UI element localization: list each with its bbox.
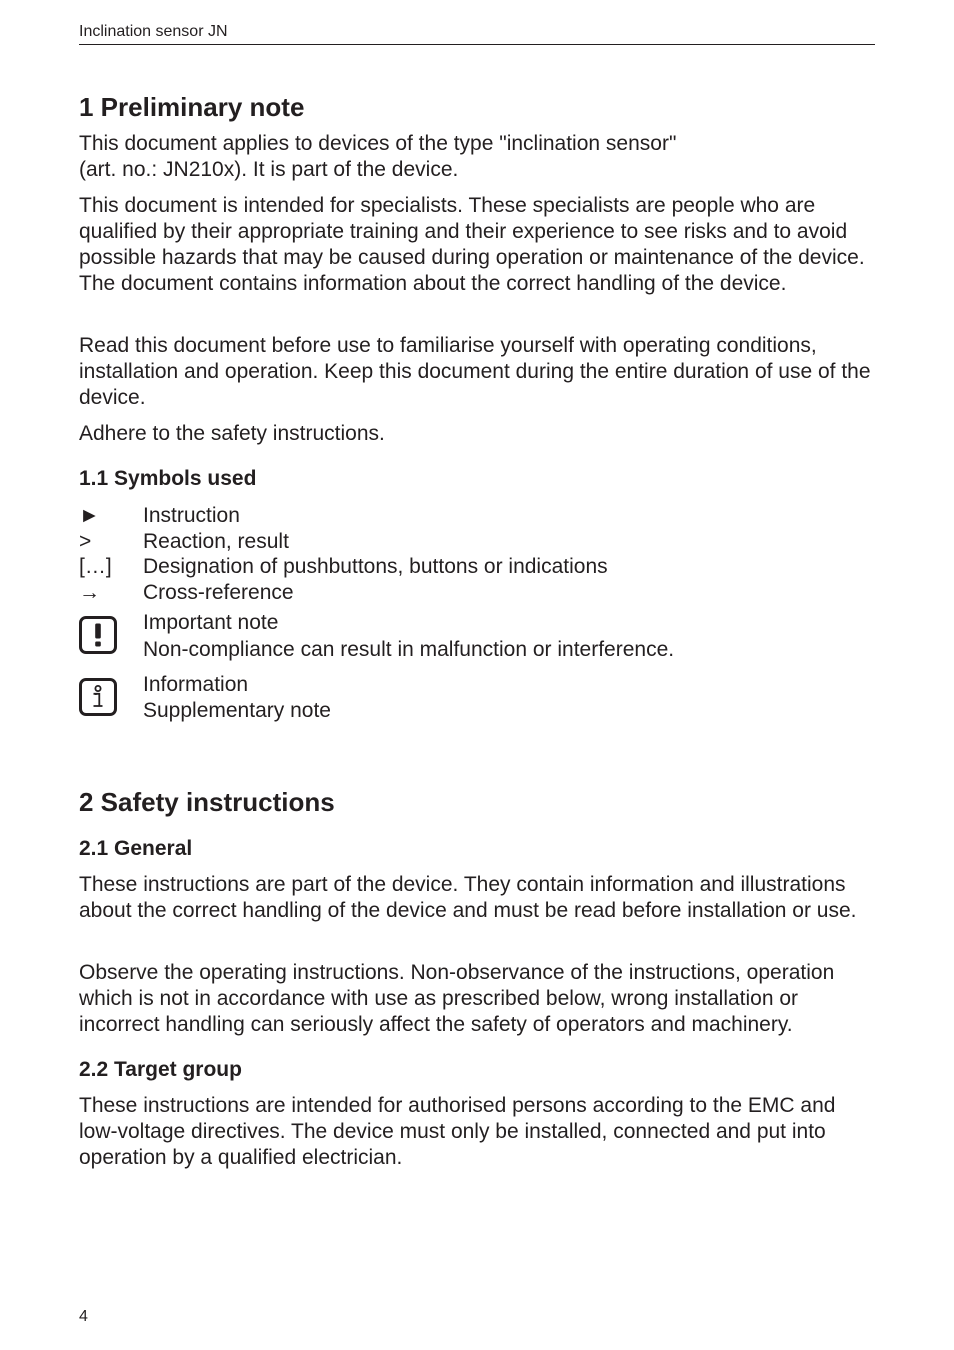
page-number: 4 xyxy=(79,1308,88,1325)
reaction-symbol: > xyxy=(79,530,92,553)
information-text: Supplementary note xyxy=(143,699,331,722)
symbol-label: Reaction, result xyxy=(143,530,289,553)
symbol-row-cross-reference xyxy=(79,580,875,606)
instruction-arrow-symbol: ► xyxy=(79,504,100,527)
subsection-1-1-heading: 1.1 Symbols used xyxy=(79,467,257,490)
paragraph-target-group: These instructions are intended for authorised persons according to the EMC and low-voltage directives. The device must only be installed, connected and put into operation by a qualified electrician. xyxy=(79,1094,836,1169)
symbol-label: Designation of pushbuttons, buttons or indications xyxy=(143,555,608,578)
important-note-title: Important note xyxy=(143,611,279,634)
paragraph-applies-line1: This document applies to devices of the type "inclination sensor" xyxy=(79,132,677,155)
symbol-label: Cross-reference xyxy=(143,581,294,604)
cross-reference-arrow-symbol: → xyxy=(79,581,100,604)
paragraph-read-before-use: Read this document before use to familiarise yourself with operating conditions, installation and operation. Keep this document during the entire duration of use of the device. xyxy=(79,334,871,409)
important-note-text-row xyxy=(79,637,875,663)
paragraph-adhere: Adhere to the safety instructions. xyxy=(79,422,385,445)
symbol-row-reaction xyxy=(79,529,875,555)
designation-symbol: […] xyxy=(79,555,112,578)
section-2-heading: 2 Safety instructions xyxy=(79,787,335,817)
section-1-heading: 1 Preliminary note xyxy=(79,92,305,122)
important-note-text: Non-compliance can result in malfunction or interference. xyxy=(143,638,675,661)
symbol-row-instruction xyxy=(79,503,875,529)
paragraph-applies-line2: (art. no.: JN210x). It is part of the device. xyxy=(79,158,459,181)
paragraph-specialists: This document is intended for specialists. These specialists are people who are qualified by their appropriate training and their experience to see risks and to avoid possible hazards that may be caused during operation or maintenance of the device. The document contains information about the correct handling of the device. xyxy=(79,194,865,295)
symbol-row-designation xyxy=(79,554,875,580)
running-header: Inclination sensor JN xyxy=(79,22,875,45)
information-title: Information xyxy=(143,673,249,696)
information-text-row xyxy=(79,698,875,724)
important-note-title-row xyxy=(79,610,875,636)
symbol-label: Instruction xyxy=(143,504,240,527)
subsection-2-2-heading: 2.2 Target group xyxy=(79,1058,242,1081)
subsection-2-1-heading: 2.1 General xyxy=(79,837,193,860)
paragraph-general-1: These instructions are part of the device. They contain information and illustrations about the correct handling of the device and must be read before installation or use. xyxy=(79,873,857,922)
paragraph-general-2: Observe the operating instructions. Non-observance of the instructions, operation which is not in accordance with use as prescribed below, wrong installation or incorrect handling can seriously affect the safety of operators and machinery. xyxy=(79,961,835,1036)
information-title-row xyxy=(79,672,875,698)
